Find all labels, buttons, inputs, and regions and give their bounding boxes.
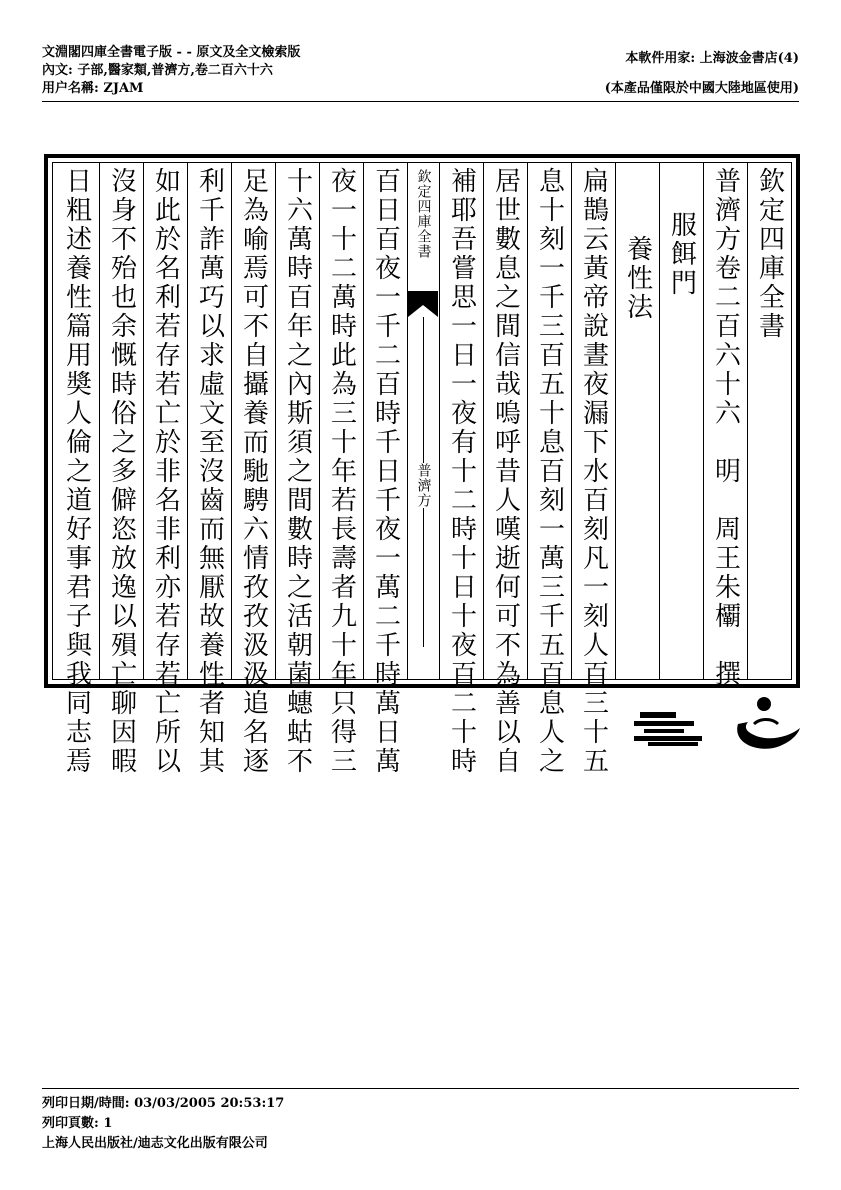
header-left <box>42 44 300 98</box>
print-page-count: 列印頁數: 1 <box>42 1116 113 1131</box>
center-fold-title: 欽定四庫全書 <box>415 169 432 259</box>
col-text: 利千詐萬巧以求虛文至沒齒而無厭故養性者知其 <box>194 167 225 776</box>
center-fold <box>407 163 439 679</box>
header-right <box>605 44 799 104</box>
header-region-note: (本產品僅限於中國大陸地區使用) <box>604 81 799 96</box>
col-text: 服餌門 <box>666 211 697 298</box>
col-volume <box>703 163 747 689</box>
col-text: 普濟方卷二百六十六 明 周王朱𣠽 撰 <box>710 167 741 689</box>
text-column <box>483 163 527 776</box>
text-column <box>99 163 143 776</box>
text-column <box>54 163 99 776</box>
text-column <box>319 163 363 776</box>
col-subsection <box>615 163 659 679</box>
footer-divider <box>42 1088 799 1089</box>
col-text: 百日百夜一千二百時千日千夜一萬二千時萬日萬 <box>370 167 401 776</box>
text-column <box>571 163 615 776</box>
col-text: 欽定四庫全書 <box>754 167 785 341</box>
col-text: 補耶吾嘗思一日一夜有十二時十日十夜百二十時 <box>446 167 477 776</box>
header-username: 用户名稱: ZJAM <box>42 81 144 96</box>
center-fold-book: 普濟方 <box>415 463 432 508</box>
col-text: 息十刻一千三百五十息百刻一萬三千五百息人之 <box>534 167 565 776</box>
header-divider <box>42 101 799 102</box>
text-column <box>439 163 483 776</box>
publisher-credit: 上海人民出版社/迪志文化出版有限公司 <box>42 1136 268 1151</box>
footer <box>42 1094 284 1154</box>
col-text: 如此於名利若存若亡於非名非利亦若存若亡所以 <box>150 167 181 776</box>
header-content-path: 內文: 子部,醫家類,普濟方,卷二百六十六 <box>42 63 273 78</box>
header-title: 文淵閣四庫全書電子版 - - 原文及全文檢索版 <box>42 45 301 60</box>
text-column <box>527 163 571 776</box>
publisher-logo-bars <box>634 712 702 746</box>
col-text: 扁鵲云黃帝說晝夜漏下水百刻凡一刻人百三十五 <box>578 167 609 776</box>
col-text: 居世數息之間信哉嗚呼昔人嘆逝何可不為善以自 <box>490 167 521 776</box>
print-datetime: 列印日期/時間: 03/03/2005 20:53:17 <box>42 1096 285 1111</box>
text-column <box>231 163 275 776</box>
book-page-frame <box>44 154 800 776</box>
col-text: 養性法 <box>622 235 653 322</box>
text-column <box>275 163 319 776</box>
col-text: 沒身不殆也余慨時俗之多僻恣放逸以殞亡聊因暇 <box>106 167 137 776</box>
text-column <box>143 163 187 776</box>
header-licensee: 本軟件用家: 上海波金書店(4) <box>625 51 799 66</box>
fish-tail-mark <box>408 291 438 317</box>
col-text: 足為喻焉可不自攝養而馳騁六情孜孜汲汲追名逐 <box>238 167 269 776</box>
book-page <box>52 162 792 776</box>
text-column <box>363 163 407 776</box>
text-column <box>187 163 231 776</box>
col-section <box>659 163 703 679</box>
col-text: 十六萬時百年之內斯須之間數時之活朝菌蟪蛄不 <box>282 167 313 776</box>
col-text: 日粗述養性篇用奬人倫之道好事君子與我同志焉 <box>61 167 92 776</box>
publisher-logo-swirl <box>730 694 800 754</box>
col-title <box>747 163 791 679</box>
col-text: 夜一十二萬時此為三十年若長壽者九十年只得三 <box>326 167 357 776</box>
